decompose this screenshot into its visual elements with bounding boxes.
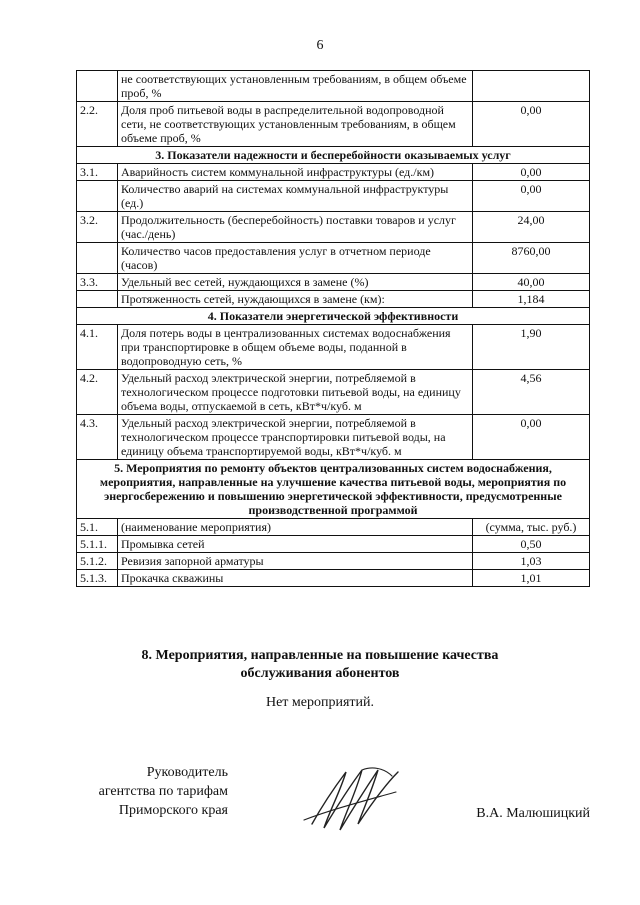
handwritten-signature [300, 762, 415, 837]
row-description: Удельный расход электрической энергии, потребляемой в технологическом процессе транспортировки питьевой воды, на единицу объема транспортируемой воды, кВт*ч/куб. м [118, 415, 473, 460]
row-description: Доля проб питьевой воды в распределительной водопроводной сети, не соответствующих установленным требованиям, в общем объеме проб, % [118, 102, 473, 147]
table-row [77, 519, 590, 536]
row-value: 0,00 [473, 181, 590, 212]
section-row [77, 308, 590, 325]
row-description: Удельный вес сетей, нуждающихся в замене (%) [118, 274, 473, 291]
row-value: 24,00 [473, 212, 590, 243]
row-value: 40,00 [473, 274, 590, 291]
row-number [77, 243, 118, 274]
row-number: 3.2. [77, 212, 118, 243]
row-description: Прокачка скважины [118, 570, 473, 587]
table-row [77, 536, 590, 553]
row-description: Промывка сетей [118, 536, 473, 553]
row-number: 5.1. [77, 519, 118, 536]
row-description: Количество аварий на системах коммунальной инфраструктуры (ед.) [118, 181, 473, 212]
row-value: (сумма, тыс. руб.) [473, 519, 590, 536]
table-row [77, 370, 590, 415]
row-value [473, 71, 590, 102]
section-8-heading-line2: обслуживания абонентов [240, 666, 400, 681]
section-3-heading: 3. Показатели надежности и бесперебойности оказываемых услуг [77, 147, 590, 164]
row-description: Аварийность систем коммунальной инфраструктуры (ед./км) [118, 164, 473, 181]
table-row [77, 212, 590, 243]
table-row [77, 415, 590, 460]
row-description: Доля потерь воды в централизованных системах водоснабжения при транспортировке в общем объеме воды, поданной в водопроводную сеть, % [118, 325, 473, 370]
row-description: не соответствующих установленным требованиям, в общем объеме проб, % [118, 71, 473, 102]
row-description: Продолжительность (бесперебойность) поставки товаров и услуг (час./день) [118, 212, 473, 243]
section-4-heading: 4. Показатели энергетической эффективности [77, 308, 590, 325]
row-value: 1,90 [473, 325, 590, 370]
row-value: 4,56 [473, 370, 590, 415]
table-row [77, 325, 590, 370]
section-8-heading-line1: 8. Мероприятия, направленные на повышение качества [141, 648, 499, 663]
row-number: 4.2. [77, 370, 118, 415]
signer-line1: Руководитель [146, 765, 228, 780]
row-number: 2.2. [77, 102, 118, 147]
table-row [77, 164, 590, 181]
signer-line3: Приморского края [118, 803, 228, 818]
row-number: 3.3. [77, 274, 118, 291]
table-row [77, 243, 590, 274]
row-description: Количество часов предоставления услуг в отчетном периоде (часов) [118, 243, 473, 274]
table-row [77, 181, 590, 212]
row-number [77, 71, 118, 102]
row-number [77, 181, 118, 212]
row-value: 1,03 [473, 553, 590, 570]
signer-position [88, 763, 228, 820]
table-row [77, 570, 590, 587]
signer-name: В.А. Малюшицкий [476, 806, 590, 821]
row-number [77, 291, 118, 308]
row-description: Ревизия запорной арматуры [118, 553, 473, 570]
table-row [77, 102, 590, 147]
row-value: 0,00 [473, 102, 590, 147]
row-value: 0,00 [473, 415, 590, 460]
table-row [77, 553, 590, 570]
row-number: 5.1.1. [77, 536, 118, 553]
section-8-heading [0, 647, 640, 683]
row-value: 1,01 [473, 570, 590, 587]
row-number: 4.3. [77, 415, 118, 460]
row-value: 0,50 [473, 536, 590, 553]
section-row [77, 460, 590, 519]
no-measures-note: Нет мероприятий. [265, 695, 375, 710]
row-description: Удельный расход электрической энергии, потребляемой в технологическом процессе подготовки питьевой воды, на единицу объема воды, отпускаемой в сеть, кВт*ч/куб. м [118, 370, 473, 415]
table-row [77, 291, 590, 308]
row-number: 5.1.3. [77, 570, 118, 587]
row-value: 0,00 [473, 164, 590, 181]
row-value: 1,184 [473, 291, 590, 308]
table-row [77, 71, 590, 102]
table-row [77, 274, 590, 291]
section-row [77, 147, 590, 164]
indicators-table [76, 70, 590, 587]
row-number: 5.1.2. [77, 553, 118, 570]
section-5-heading: 5. Мероприятия по ремонту объектов централизованных систем водоснабжения, мероприятия, направленные на улучшение качества питьевой воды, мероприятия по энергосбережению и повышению энергетической эффективности, предусмотренные производственной программой [77, 460, 590, 519]
row-value: 8760,00 [473, 243, 590, 274]
row-description: Протяженность сетей, нуждающихся в замене (км): [118, 291, 473, 308]
signer-line2: агентства по тарифам [98, 784, 228, 799]
row-number: 3.1. [77, 164, 118, 181]
row-description: (наименование мероприятия) [118, 519, 473, 536]
row-number: 4.1. [77, 325, 118, 370]
page-number: 6 [316, 38, 324, 53]
